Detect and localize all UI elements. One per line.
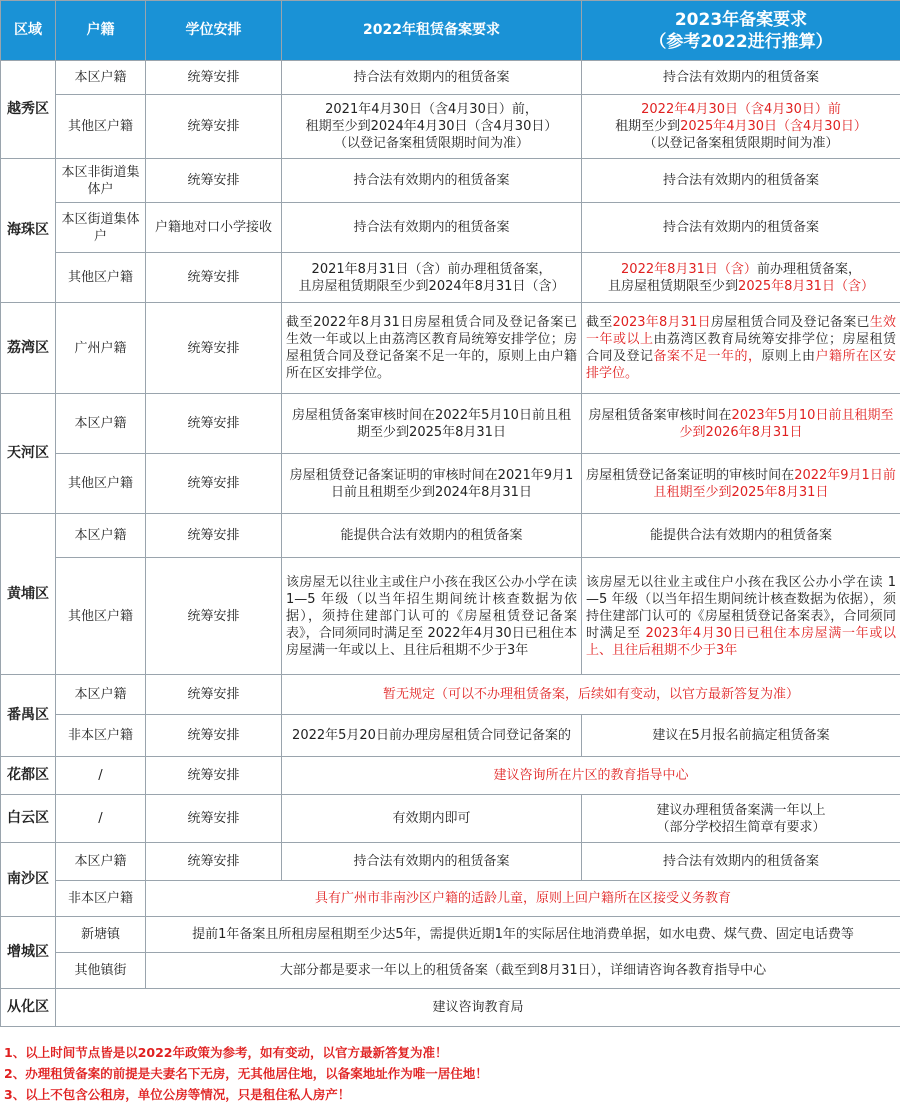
school-cell: 统筹安排 — [146, 558, 282, 675]
req-2022-cell: 房屋租赁备案审核时间在2022年5月10日前且租期至少到2025年8月31日 — [282, 394, 582, 454]
req-2023-cell — [582, 303, 900, 394]
header-2022: 2022年租赁备案要求 — [282, 1, 582, 61]
highlight-text: 2025年8月31日（含） — [738, 278, 874, 294]
school-cell: 统筹安排 — [146, 159, 282, 203]
req-line: 2021年4月30日（含4月30日）前， — [325, 102, 538, 117]
req-line: 租期至少到2024年4月30日（含4月30日） — [305, 119, 558, 134]
table-row — [1, 953, 900, 989]
req-2023-cell — [582, 558, 900, 675]
footnote-line: 3、以上不包含公租房，单位公房等情况，只是租住私人房产！ — [4, 1087, 351, 1102]
header-school: 学位安排 — [146, 1, 282, 61]
highlight-text: 2022年9月1日前且租期至少到2025年8月31日 — [653, 467, 896, 500]
school-cell: 统筹安排 — [146, 795, 282, 843]
table-row — [1, 514, 900, 558]
req-line: 2021年8月31日（含）前办理租赁备案， — [311, 261, 552, 277]
table-row — [1, 795, 900, 843]
req-2022-cell: 该房屋无以往业主或住户小孩在我区公办小学在读 1—5 年级（以当年招生期间统计核查数据为依据），须持住建部门认可的《房屋租赁登记备案表》，合同须同时满足至 2022年4月30日已租住本房屋满一年或以上、且往后租期不少于3年 — [282, 558, 582, 675]
district-cell: 花都区 — [1, 757, 56, 795]
req-2022-cell: 房屋租赁登记备案证明的审核时间在2021年9月1日前且租期至少到2024年8月31日 — [282, 454, 582, 514]
district-cell: 白云区 — [1, 795, 56, 843]
req-line: （以登记备案租赁限期时间为准） — [333, 136, 529, 151]
district-cell: 从化区 — [1, 989, 56, 1027]
req-2022-cell: 有效期内即可 — [282, 795, 582, 843]
header-hukou: 户籍 — [56, 1, 146, 61]
header-2023 — [582, 1, 900, 61]
table-row — [1, 675, 900, 715]
school-cell: 统筹安排 — [146, 715, 282, 757]
req-2022-cell: 持合法有效期内的租赁备案 — [282, 203, 582, 253]
req-line: 建议办理租赁备案满一年以上 — [656, 802, 826, 818]
req-2023-cell: 持合法有效期内的租赁备案 — [582, 203, 900, 253]
req-text: 截至 — [586, 315, 613, 330]
hukou-cell: 其他镇街 — [56, 953, 146, 989]
district-cell: 海珠区 — [1, 159, 56, 303]
req-text: 前办理租赁备案， — [756, 261, 861, 277]
highlight-text: 户籍所在区安排学位。 — [586, 349, 896, 381]
req-2023-cell — [582, 253, 900, 303]
req-text: 且房屋租赁期限至少到 — [608, 278, 739, 294]
district-cell: 南沙区 — [1, 843, 56, 917]
hukou-cell: 本区户籍 — [56, 394, 146, 454]
hukou-cell: 广州户籍 — [56, 303, 146, 394]
table-row — [1, 917, 900, 953]
merged-req-cell: 建议咨询所在片区的教育指导中心 — [282, 757, 900, 795]
district-cell: 番禺区 — [1, 675, 56, 757]
footnotes — [0, 1040, 730, 1109]
req-2022-cell: 持合法有效期内的租赁备案 — [282, 61, 582, 95]
hukou-cell: 其他区户籍 — [56, 95, 146, 159]
table-row — [1, 715, 900, 757]
table-row — [1, 989, 900, 1027]
req-2023-cell: 能提供合法有效期内的租赁备案 — [582, 514, 900, 558]
school-cell: 统筹安排 — [146, 61, 282, 95]
req-2023-cell: 持合法有效期内的租赁备案 — [582, 843, 900, 881]
merged-req-cell: 建议咨询教育局 — [56, 989, 900, 1027]
merged-req-cell: 提前1年备案且所租房屋租期至少达5年，需提供近期1年的实际居住地消费单据，如水电费、煤气费、固定电话费等 — [146, 917, 900, 953]
hukou-cell: 新塘镇 — [56, 917, 146, 953]
hukou-cell: 本区户籍 — [56, 843, 146, 881]
highlight-text: 2023年8月31日 — [612, 315, 711, 330]
table-row — [1, 843, 900, 881]
table-row — [1, 881, 900, 917]
req-2023-cell — [582, 394, 900, 454]
school-cell: 统筹安排 — [146, 843, 282, 881]
req-text: 房屋租赁登记备案证明的审核时间在 — [586, 467, 795, 483]
table-row — [1, 303, 900, 394]
footnote-line: 2、办理租赁备案的前提是夫妻名下无房，无其他居住地，以备案地址作为唯一居住地！ — [4, 1066, 488, 1081]
hukou-cell: 本区户籍 — [56, 514, 146, 558]
hukou-cell: / — [56, 757, 146, 795]
hukou-cell: 本区户籍 — [56, 675, 146, 715]
school-cell: 统筹安排 — [146, 675, 282, 715]
merged-req-cell: 具有广州市非南沙区户籍的适龄儿童，原则上回户籍所在区接受义务教育 — [146, 881, 900, 917]
req-line: （以登记备案租赁限期时间为准） — [643, 136, 839, 151]
highlight-text: 2022年8月31日（含） — [621, 261, 757, 277]
table-row — [1, 253, 900, 303]
req-2022-cell: 持合法有效期内的租赁备案 — [282, 843, 582, 881]
school-cell: 统筹安排 — [146, 303, 282, 394]
table-row — [1, 61, 900, 95]
table-row — [1, 558, 900, 675]
school-cell: 统筹安排 — [146, 454, 282, 514]
highlight-text: 2022年4月30日（含4月30日）前 — [641, 102, 841, 117]
req-2023-cell — [582, 95, 900, 159]
req-text: 房屋租赁合同及登记备案已 — [710, 315, 870, 330]
hukou-cell: / — [56, 795, 146, 843]
req-2022-cell — [282, 95, 582, 159]
table-row — [1, 757, 900, 795]
req-2023-cell: 建议在5月报名前搞定租赁备案 — [582, 715, 900, 757]
district-cell: 增城区 — [1, 917, 56, 989]
table-row — [1, 95, 900, 159]
merged-req-cell: 大部分都是要求一年以上的租赁备案（截至到8月31日），详细请咨询各教育指导中心 — [146, 953, 900, 989]
req-2022-cell: 截至2022年8月31日房屋租赁合同及登记备案已生效一年或以上由荔湾区教育局统筹安排学位；房屋租赁合同及登记备案不足一年的，原则上由户籍所在区安排学位。 — [282, 303, 582, 394]
school-cell: 统筹安排 — [146, 394, 282, 454]
district-cell: 荔湾区 — [1, 303, 56, 394]
req-text: 房屋租赁备案审核时间在 — [588, 407, 732, 423]
hukou-cell: 非本区户籍 — [56, 881, 146, 917]
req-2022-cell: 2022年5月20日前办理房屋租赁合同登记备案的 — [282, 715, 582, 757]
district-cell: 天河区 — [1, 394, 56, 514]
hukou-cell: 其他区户籍 — [56, 454, 146, 514]
school-cell: 户籍地对口小学接收 — [146, 203, 282, 253]
table-row — [1, 203, 900, 253]
req-2022-cell: 能提供合法有效期内的租赁备案 — [282, 514, 582, 558]
header-2023-title: 2023年备案要求 — [674, 9, 808, 30]
req-2022-cell — [282, 253, 582, 303]
hukou-cell: 其他区户籍 — [56, 558, 146, 675]
header-district: 区域 — [1, 1, 56, 61]
req-text: 该房屋无以往业主或住户小孩在我区公办小学在读 1—5 年级（以当年招生期间统计核查数据为依据），须持住建部门认可的《房屋租赁登记备案表》，合同须同时满足至 — [586, 574, 896, 641]
hukou-cell: 本区非街道集体户 — [56, 159, 146, 203]
school-cell: 统筹安排 — [146, 757, 282, 795]
table-row — [1, 394, 900, 454]
req-2023-cell — [582, 795, 900, 843]
footnote-line: 1、以上时间节点皆是以2022年政策为参考，如有变动，以官方最新答复为准！ — [4, 1045, 448, 1060]
req-2023-cell: 持合法有效期内的租赁备案 — [582, 61, 900, 95]
table-row — [1, 159, 900, 203]
district-cell: 黄埔区 — [1, 514, 56, 675]
hukou-cell: 非本区户籍 — [56, 715, 146, 757]
hukou-cell: 本区户籍 — [56, 61, 146, 95]
req-2022-cell: 持合法有效期内的租赁备案 — [282, 159, 582, 203]
req-line: 且房屋租赁期限至少到2024年8月31日（含） — [298, 278, 565, 294]
req-text: 租期至少到 — [615, 119, 681, 134]
highlight-text: 2025年4月30日（含4月30日） — [680, 119, 867, 134]
hukou-cell: 本区街道集体户 — [56, 203, 146, 253]
merged-req-cell: 暂无规定（可以不办理租赁备案，后续如有变动，以官方最新答复为准） — [282, 675, 900, 715]
req-line: （部分学校招生简章有要求） — [656, 819, 826, 835]
header-2023-subtitle: （参考2022进行推算） — [649, 31, 833, 52]
req-2023-cell — [582, 454, 900, 514]
req-2023-cell: 持合法有效期内的租赁备案 — [582, 159, 900, 203]
hukou-cell: 其他区户籍 — [56, 253, 146, 303]
school-cell: 统筹安排 — [146, 253, 282, 303]
district-cell: 越秀区 — [1, 61, 56, 159]
highlight-text: 备案不足一年的， — [653, 349, 762, 364]
school-cell: 统筹安排 — [146, 514, 282, 558]
req-text: 原则上由 — [761, 349, 816, 364]
highlight-text: 2023年5月10日前且租期至少到2026年8月31日 — [679, 407, 894, 440]
table-row — [1, 454, 900, 514]
req-text: 由荔湾区教育局统筹安排学位；房屋租赁合同及登记 — [586, 332, 896, 364]
highlight-text: 生效一年或以上 — [586, 315, 896, 347]
highlight-text: 2023年4月30日已租住本房屋满一年或以上、且往后租期不少于3年 — [586, 625, 896, 658]
header-row — [1, 1, 900, 61]
school-cell: 统筹安排 — [146, 95, 282, 159]
